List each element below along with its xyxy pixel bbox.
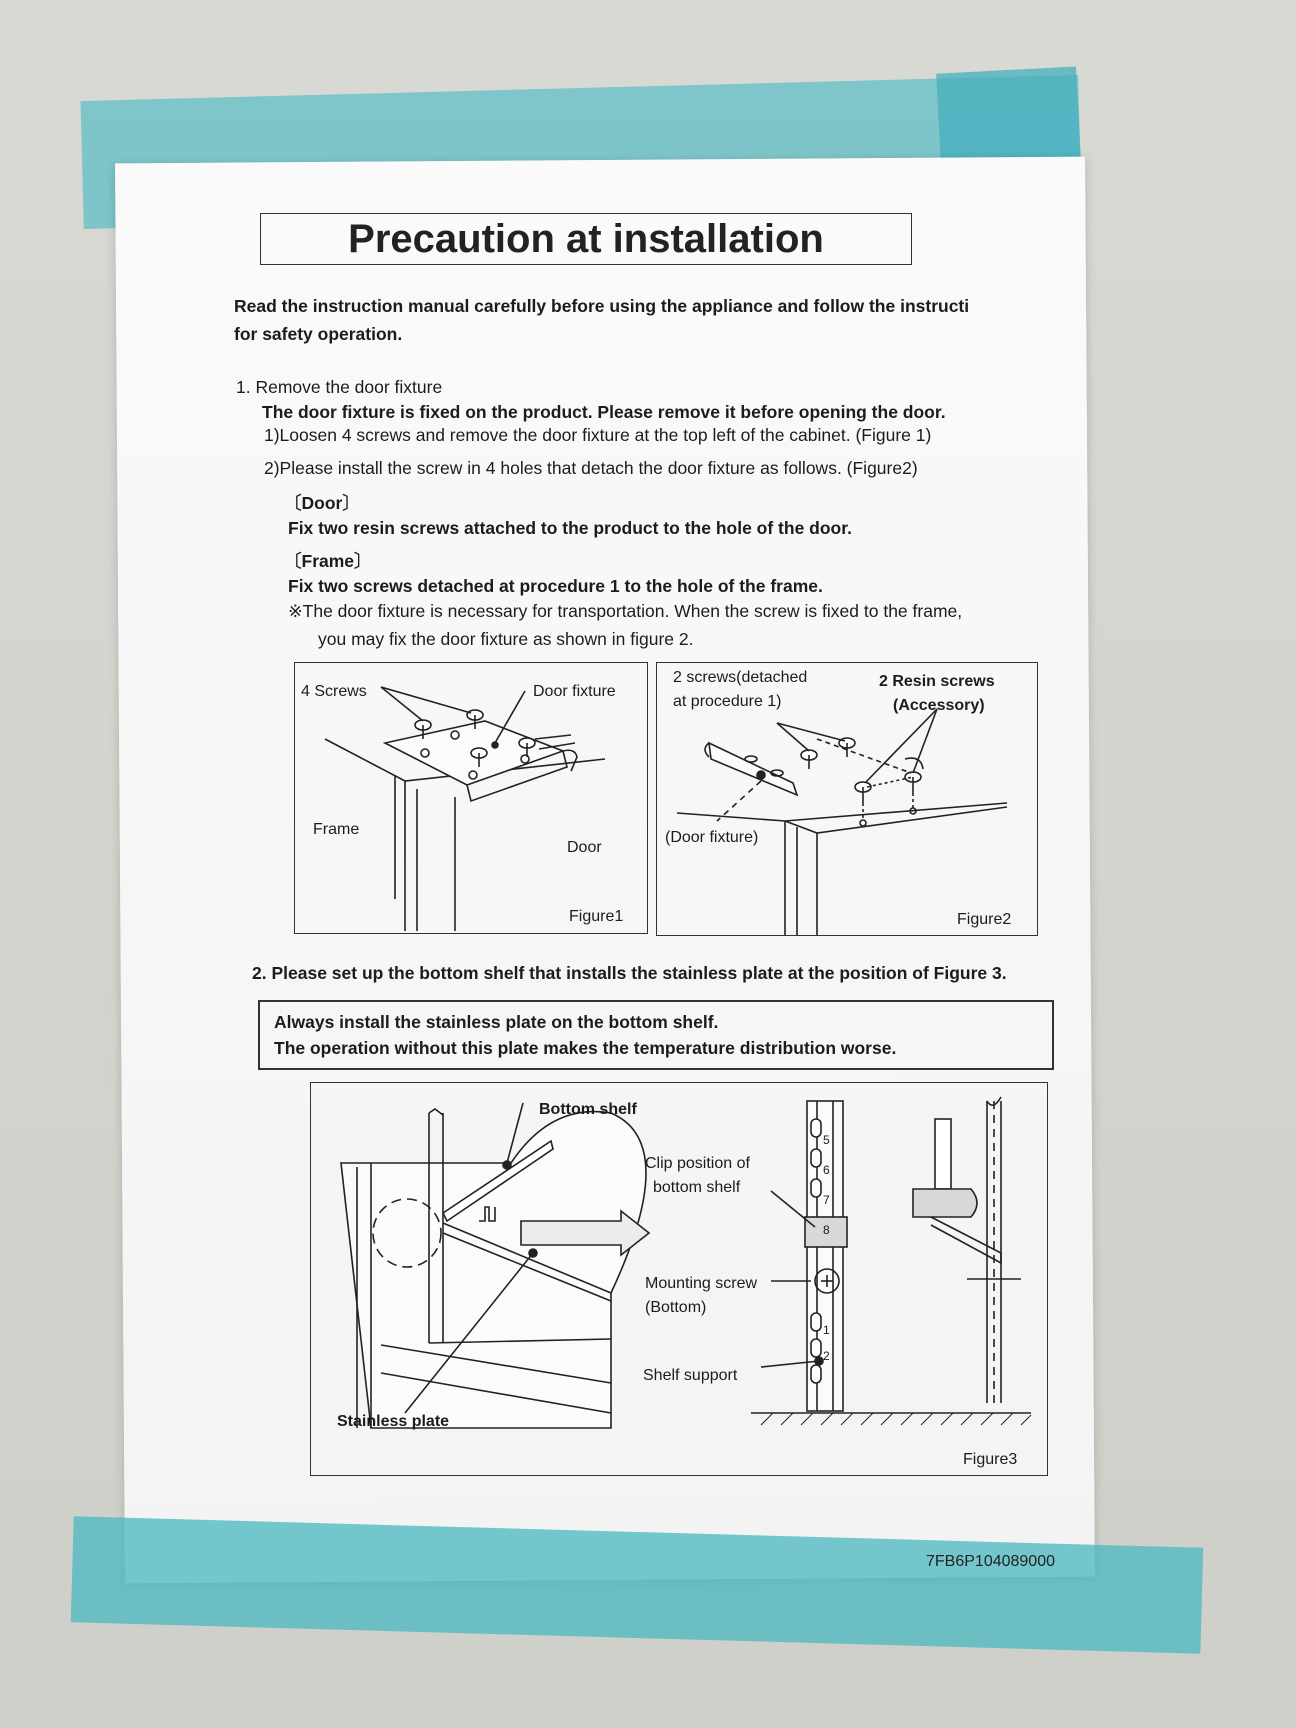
figure1-box — [294, 662, 648, 934]
figure1-illustration — [295, 663, 647, 933]
fig3-num-6: 6 — [823, 1163, 830, 1177]
warning-box — [258, 1000, 1054, 1070]
frame-label: 〔Frame〕 — [284, 551, 372, 571]
fig1-screws-label: 4 Screws — [301, 683, 367, 700]
warning-line-2: The operation without this plate makes the temperature distribution worse. — [274, 1038, 897, 1058]
fig3-num-2: 2 — [823, 1349, 830, 1363]
fig3-bottom-shelf-label: Bottom shelf — [539, 1101, 637, 1118]
fig3-mount-line1: Mounting screw — [645, 1275, 758, 1292]
fig2-screws-line2: at procedure 1) — [673, 693, 782, 710]
fig3-caption: Figure3 — [963, 1451, 1018, 1468]
page-title: Precaution at installation — [260, 213, 912, 265]
note-line-1: ※The door fixture is necessary for transportation. When the screw is fixed to the frame, — [288, 601, 963, 621]
note-line-2: you may fix the door fixture as shown in figure 2. — [318, 629, 694, 649]
fig2-caption: Figure2 — [957, 911, 1012, 928]
fig3-clip-line2: bottom shelf — [653, 1179, 741, 1196]
intro-line-2: for safety operation. — [234, 324, 403, 344]
section2-heading: 2. Please set up the bottom shelf that installs the stainless plate at the position of Figure 3. — [252, 963, 1007, 983]
section1-step2: 2)Please install the screw in 4 holes that detach the door fixture as follows. (Figure2) — [264, 458, 918, 478]
door-text: Fix two resin screws attached to the product to the hole of the door. — [288, 518, 852, 538]
section1-lead: The door fixture is fixed on the product. Please remove it before opening the door. — [262, 402, 946, 422]
fig1-caption: Figure1 — [569, 908, 624, 925]
fig1-frame-label: Frame — [313, 821, 360, 838]
fig1-door-label: Door — [567, 839, 602, 856]
figure2-box — [656, 662, 1038, 936]
fig2-door-fixture-label: (Door fixture) — [665, 829, 759, 846]
fig2-resin-line2: (Accessory) — [893, 697, 985, 714]
intro-line-1: Read the instruction manual carefully before using the appliance and follow the instructi — [234, 296, 970, 316]
fig3-num-1: 1 — [823, 1323, 830, 1337]
fig3-num-7: 7 — [823, 1193, 830, 1207]
section1-heading: 1. Remove the door fixture — [236, 377, 443, 397]
fig3-num-5: 5 — [823, 1133, 830, 1147]
fig3-clip-line1: Clip position of — [645, 1155, 750, 1172]
fig2-screws-line1: 2 screws(detached — [673, 669, 808, 686]
fig3-mount-line2: (Bottom) — [645, 1299, 707, 1316]
fig3-shelf-support-label: Shelf support — [643, 1367, 738, 1384]
figure3-box — [310, 1082, 1048, 1476]
door-label: 〔Door〕 — [284, 493, 360, 513]
section1-step1: 1)Loosen 4 screws and remove the door fixture at the top left of the cabinet. (Figure 1) — [264, 425, 932, 445]
fig3-stainless-label: Stainless plate — [337, 1413, 450, 1430]
fig2-resin-line1: 2 Resin screws — [879, 673, 995, 690]
fig1-door-fixture-label: Door fixture — [533, 683, 616, 700]
document-code: 7FB6P104089000 — [926, 1553, 1055, 1570]
frame-text: Fix two screws detached at procedure 1 to the hole of the frame. — [288, 576, 823, 596]
fig3-num-8: 8 — [823, 1223, 830, 1237]
warning-line-1: Always install the stainless plate on the bottom shelf. — [274, 1012, 719, 1032]
